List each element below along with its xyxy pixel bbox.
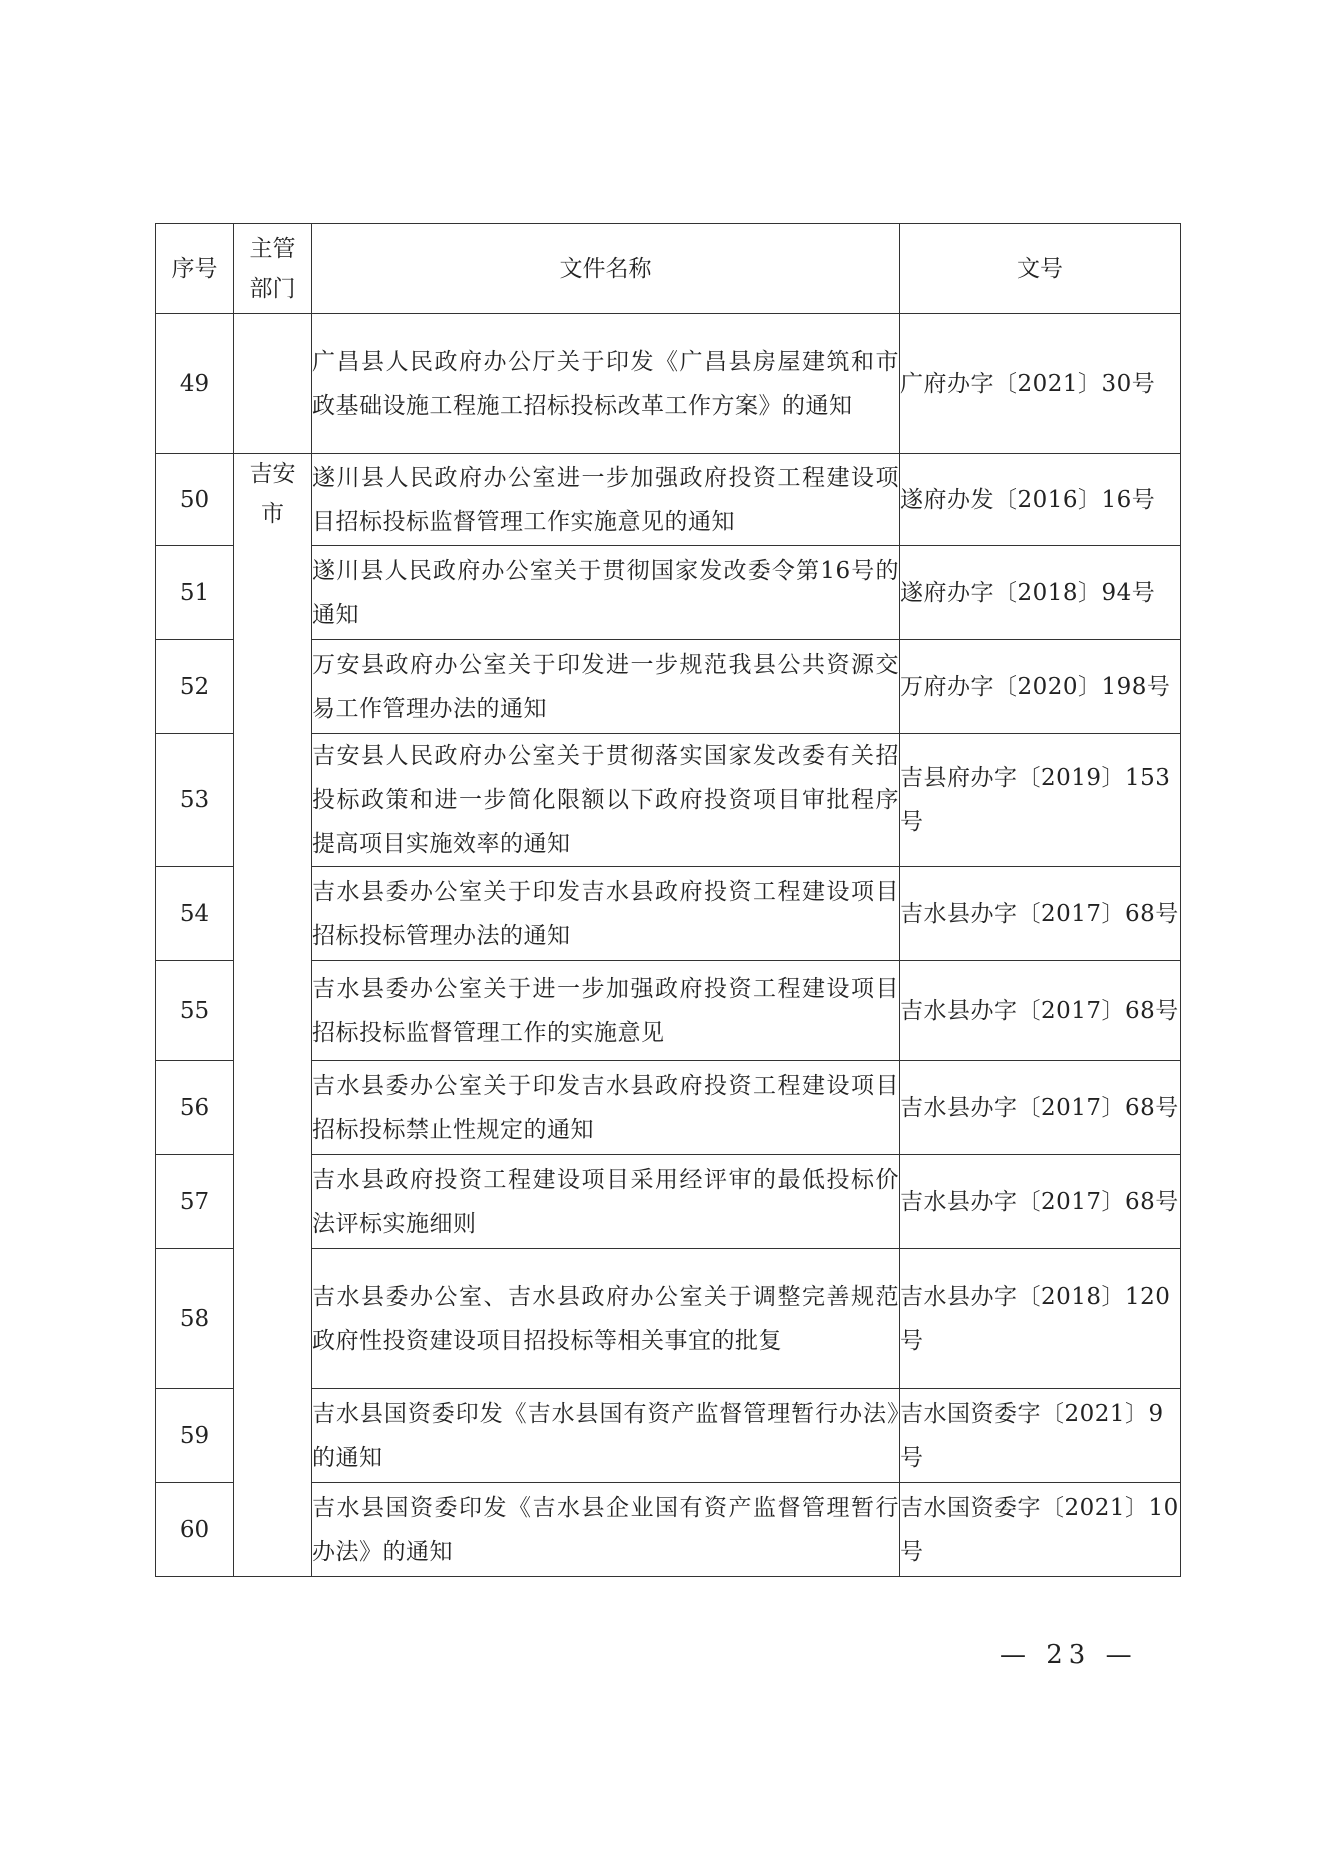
row-file-name: 吉水县政府投资工程建设项目采用经评审的最低投标价法评标实施细则 bbox=[312, 1155, 900, 1249]
header-dept-text: 主管部门 bbox=[249, 235, 296, 302]
row-file-name: 吉安县人民政府办公室关于贯彻落实国家发改委有关招投标政策和进一步简化限额以下政府投资项目审批程序提高项目实施效率的通知 bbox=[312, 734, 900, 867]
table-row bbox=[156, 314, 1181, 454]
page-number: — 23 — bbox=[1000, 1640, 1138, 1670]
table-header-row bbox=[156, 224, 1181, 314]
row-seq: 49 bbox=[156, 314, 234, 454]
row-doc-number: 吉水县办字〔2017〕68号 bbox=[900, 1155, 1181, 1249]
row-doc-number: 广府办字〔2021〕30号 bbox=[900, 314, 1181, 454]
row-doc-number: 吉水县办字〔2017〕68号 bbox=[900, 1061, 1181, 1155]
row-seq: 57 bbox=[156, 1155, 234, 1249]
row-seq: 60 bbox=[156, 1483, 234, 1577]
header-seq: 序号 bbox=[156, 224, 234, 314]
row-file-name: 吉水县国资委印发《吉水县企业国有资产监督管理暂行办法》的通知 bbox=[312, 1483, 900, 1577]
row-doc-number: 遂府办发〔2016〕16号 bbox=[900, 454, 1181, 546]
header-name: 文件名称 bbox=[312, 224, 900, 314]
row-file-name: 广昌县人民政府办公厅关于印发《广昌县房屋建筑和市政基础设施工程施工招标投标改革工作方案》的通知 bbox=[312, 314, 900, 454]
document-table bbox=[155, 223, 1181, 1577]
row-seq: 54 bbox=[156, 867, 234, 961]
row-file-name: 遂川县人民政府办公室关于贯彻国家发改委令第16号的通知 bbox=[312, 546, 900, 640]
row-file-name: 吉水县委办公室、吉水县政府办公室关于调整完善规范政府性投资建设项目招投标等相关事宜的批复 bbox=[312, 1249, 900, 1389]
row-file-name: 吉水县委办公室关于印发吉水县政府投资工程建设项目招标投标管理办法的通知 bbox=[312, 867, 900, 961]
row-doc-number: 吉水国资委字〔2021〕10号 bbox=[900, 1483, 1181, 1577]
row-file-name: 吉水县委办公室关于印发吉水县政府投资工程建设项目招标投标禁止性规定的通知 bbox=[312, 1061, 900, 1155]
table-row bbox=[156, 454, 1181, 546]
row-seq: 51 bbox=[156, 546, 234, 640]
row-file-name: 遂川县人民政府办公室进一步加强政府投资工程建设项目招标投标监督管理工作实施意见的通知 bbox=[312, 454, 900, 546]
header-dept bbox=[234, 224, 312, 314]
row-seq: 50 bbox=[156, 454, 234, 546]
row-doc-number: 万府办字〔2020〕198号 bbox=[900, 640, 1181, 734]
row-doc-number: 遂府办字〔2018〕94号 bbox=[900, 546, 1181, 640]
dept-label: 吉安市 bbox=[249, 461, 296, 527]
row-doc-number: 吉县府办字〔2019〕153号 bbox=[900, 734, 1181, 867]
row-seq: 52 bbox=[156, 640, 234, 734]
row-seq: 58 bbox=[156, 1249, 234, 1389]
row-doc-number: 吉水国资委字〔2021〕9号 bbox=[900, 1389, 1181, 1483]
row-file-name: 万安县政府办公室关于印发进一步规范我县公共资源交易工作管理办法的通知 bbox=[312, 640, 900, 734]
row-file-name: 吉水县国资委印发《吉水县国有资产监督管理暂行办法》的通知 bbox=[312, 1389, 900, 1483]
row-seq: 59 bbox=[156, 1389, 234, 1483]
row-seq: 55 bbox=[156, 961, 234, 1061]
row-doc-number: 吉水县办字〔2018〕120号 bbox=[900, 1249, 1181, 1389]
row-doc-number: 吉水县办字〔2017〕68号 bbox=[900, 961, 1181, 1061]
row-seq: 53 bbox=[156, 734, 234, 867]
dept-cell bbox=[234, 454, 312, 1577]
row-file-name: 吉水县委办公室关于进一步加强政府投资工程建设项目招标投标监督管理工作的实施意见 bbox=[312, 961, 900, 1061]
row-dept-empty bbox=[234, 314, 312, 454]
row-doc-number: 吉水县办字〔2017〕68号 bbox=[900, 867, 1181, 961]
header-docno: 文号 bbox=[900, 224, 1181, 314]
row-seq: 56 bbox=[156, 1061, 234, 1155]
